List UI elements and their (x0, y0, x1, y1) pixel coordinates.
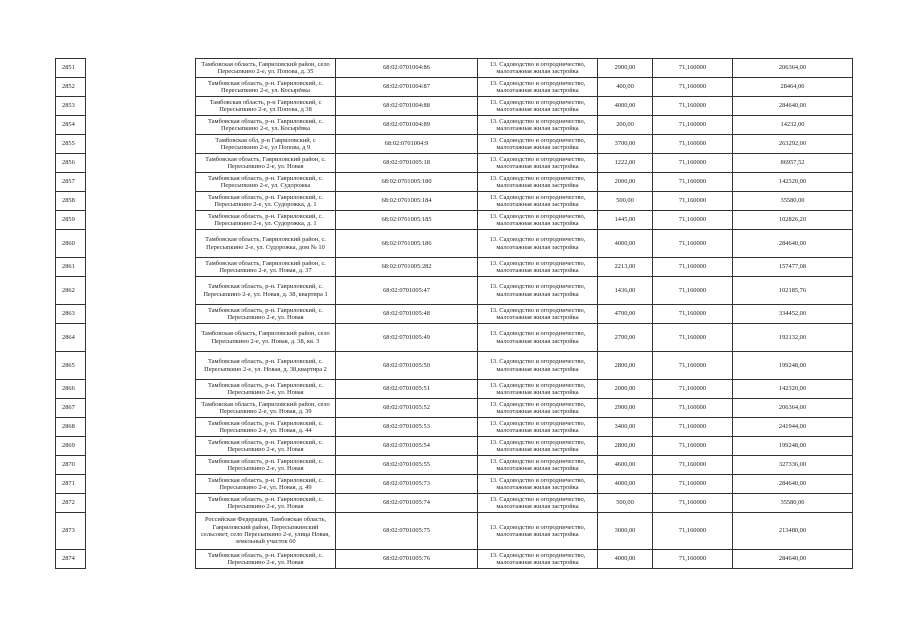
table-body (56, 59, 853, 569)
address-cell: Тамбовская область, Гавриловский район, село Пересыпкино 2-е, ул. Новая, д. 39 (196, 399, 336, 418)
land-use-cell: 13. Садоводство и огородничество, малоэтажная жилая застройка (478, 550, 598, 569)
address-cell: Тамбовская область, р-н. Гавриловский, с. Пересыпкино 2-е, ул. Новая, д. 49 (196, 475, 336, 494)
table-row (56, 324, 853, 352)
table-row (56, 230, 853, 258)
area-cell: 1436,00 (598, 277, 653, 305)
rate-cell: 71,160000 (653, 475, 733, 494)
address-cell: Тамбовская область, Гавриловский район, село Пересыпкино 2-е, ул. Новая, д. 38, кв. 3 (196, 324, 336, 352)
row-number-cell: 2853 (56, 97, 86, 116)
rate-cell: 71,160000 (653, 154, 733, 173)
cadastral-number-cell: 68:02:0701005:180 (336, 173, 478, 192)
rate-cell: 71,160000 (653, 173, 733, 192)
area-cell: 3000,00 (598, 513, 653, 550)
cadastral-value-cell: 199248,00 (733, 437, 853, 456)
land-use-cell: 13. Садоводство и огородничество, малоэтажная жилая застройка (478, 437, 598, 456)
cadastral-number-cell: 68:02:0701005:55 (336, 456, 478, 475)
area-cell: 2900,00 (598, 399, 653, 418)
table-row (56, 456, 853, 475)
table-row (56, 550, 853, 569)
cadastral-number-cell: 68:02:0701004:87 (336, 78, 478, 97)
cadastral-number-cell: 68:02:0701005:50 (336, 352, 478, 380)
land-use-cell: 13. Садоводство и огородничество, малоэтажная жилая застройка (478, 154, 598, 173)
rate-cell: 71,160000 (653, 399, 733, 418)
cadastral-value-cell: 35580,00 (733, 494, 853, 513)
land-use-cell: 13. Садоводство и огородничество, малоэтажная жилая застройка (478, 456, 598, 475)
spacer-cell (86, 305, 196, 324)
table-row (56, 437, 853, 456)
row-number-cell: 2863 (56, 305, 86, 324)
rate-cell: 71,160000 (653, 97, 733, 116)
spacer-cell (86, 399, 196, 418)
land-use-cell: 13. Садоводство и огородничество, малоэтажная жилая застройка (478, 59, 598, 78)
table-row (56, 475, 853, 494)
cadastral-value-cell: 284640,00 (733, 97, 853, 116)
cadastral-number-cell: 68:02:0701004:9 (336, 135, 478, 154)
cadastral-number-cell: 68:02:0701005:73 (336, 475, 478, 494)
table-row (56, 59, 853, 78)
address-cell: Тамбовская область, Гавриловский район, село Пересыпкино 2-е, ул. Попова, д. 35 (196, 59, 336, 78)
cadastral-number-cell: 68:02:0701005:18 (336, 154, 478, 173)
cadastral-value-cell: 206364,00 (733, 399, 853, 418)
rate-cell: 71,160000 (653, 494, 733, 513)
cadastral-number-cell: 68:02:0701005:74 (336, 494, 478, 513)
cadastral-number-cell: 68:02:0701004:88 (336, 97, 478, 116)
area-cell: 200,00 (598, 116, 653, 135)
area-cell: 4000,00 (598, 550, 653, 569)
cadastral-number-cell: 68:02:0701004:89 (336, 116, 478, 135)
cadastral-value-cell: 102185,76 (733, 277, 853, 305)
row-number-cell: 2870 (56, 456, 86, 475)
row-number-cell: 2866 (56, 380, 86, 399)
table-row (56, 305, 853, 324)
rate-cell: 71,160000 (653, 418, 733, 437)
address-cell: Тамбовская область, р-н. Гавриловский, с. Пересыпкино 2-е, ул. Судорожка, д. 1 (196, 192, 336, 211)
area-cell: 500,00 (598, 192, 653, 211)
land-use-cell: 13. Садоводство и огородничество, малоэтажная жилая застройка (478, 380, 598, 399)
rate-cell: 71,160000 (653, 116, 733, 135)
row-number-cell: 2857 (56, 173, 86, 192)
row-number-cell: 2851 (56, 59, 86, 78)
row-number-cell: 2852 (56, 78, 86, 97)
spacer-cell (86, 380, 196, 399)
row-number-cell: 2864 (56, 324, 86, 352)
land-use-cell: 13. Садоводство и огородничество, малоэтажная жилая застройка (478, 230, 598, 258)
land-use-cell: 13. Садоводство и огородничество, малоэтажная жилая застройка (478, 418, 598, 437)
cadastral-number-cell: 68:02:0701004:86 (336, 59, 478, 78)
land-use-cell: 13. Садоводство и огородничество, малоэтажная жилая застройка (478, 116, 598, 135)
rate-cell: 71,160000 (653, 277, 733, 305)
land-use-cell: 13. Садоводство и огородничество, малоэтажная жилая застройка (478, 135, 598, 154)
land-use-cell: 13. Садоводство и огородничество, малоэтажная жилая застройка (478, 305, 598, 324)
table-row (56, 78, 853, 97)
spacer-cell (86, 494, 196, 513)
rate-cell: 71,160000 (653, 324, 733, 352)
row-number-cell: 2861 (56, 258, 86, 277)
table-row (56, 380, 853, 399)
rate-cell: 71,160000 (653, 352, 733, 380)
cadastral-value-cell: 334452,00 (733, 305, 853, 324)
rate-cell: 71,160000 (653, 78, 733, 97)
spacer-cell (86, 437, 196, 456)
land-use-cell: 13. Садоводство и огородничество, малоэтажная жилая застройка (478, 475, 598, 494)
cadastral-number-cell: 68:02:0701005:48 (336, 305, 478, 324)
area-cell: 2700,00 (598, 324, 653, 352)
address-cell: Тамбовская область, р-н. Гавриловский, с. Пересыпкино 2-е, ул. Косырёвка (196, 116, 336, 135)
row-number-cell: 2871 (56, 475, 86, 494)
rate-cell: 71,160000 (653, 456, 733, 475)
area-cell: 1445,00 (598, 211, 653, 230)
cadastral-value-cell: 241944,00 (733, 418, 853, 437)
row-number-cell: 2874 (56, 550, 86, 569)
address-cell: Тамбовская область, р-н. Гавриловский, с. Пересыпкино 2-е, ул. Судорожка (196, 173, 336, 192)
cadastral-number-cell: 68:02:0701005:186 (336, 230, 478, 258)
land-use-cell: 13. Садоводство и огородничество, малоэтажная жилая застройка (478, 97, 598, 116)
spacer-cell (86, 550, 196, 569)
rate-cell: 71,160000 (653, 513, 733, 550)
cadastral-value-cell: 284640,00 (733, 475, 853, 494)
cadastral-value-cell: 263292,00 (733, 135, 853, 154)
spacer-cell (86, 192, 196, 211)
spacer-cell (86, 211, 196, 230)
address-cell: Тамбовская область, Гавриловский район, с. Пересыпкино 2-е, ул. Новая (196, 154, 336, 173)
row-number-cell: 2862 (56, 277, 86, 305)
address-cell: Тамбовская область, р-н. Гавриловский, с. Пересыпкино 2-е, ул. Новая (196, 456, 336, 475)
row-number-cell: 2855 (56, 135, 86, 154)
area-cell: 4600,00 (598, 456, 653, 475)
area-cell: 2000,00 (598, 173, 653, 192)
rate-cell: 71,160000 (653, 258, 733, 277)
spacer-cell (86, 78, 196, 97)
land-use-cell: 13. Садоводство и огородничество, малоэтажная жилая застройка (478, 258, 598, 277)
table-row (56, 192, 853, 211)
address-cell: Тамбовская область, р-н. Гавриловский, с. Пересыпкино 2-е, ул. Судорожка, д. 1 (196, 211, 336, 230)
area-cell: 4000,00 (598, 97, 653, 116)
cadastral-number-cell: 68:02:0701005:52 (336, 399, 478, 418)
spacer-cell (86, 116, 196, 135)
area-cell: 2000,00 (598, 380, 653, 399)
address-cell: Тамбовская область, р-н. Гавриловский, с. Пересыпкино 2-е, ул. Новая, д. 44 (196, 418, 336, 437)
address-cell: Тамбовская область, р-н. Гавриловский, с. Пересыпкино 2-е, ул. Новая (196, 550, 336, 569)
address-cell: Тамбовская область, р-н. Гавриловский, с. Пересыпкино 2-е, ул. Новая, д. 38,квартира 2 (196, 352, 336, 380)
cadastral-value-cell: 327336,00 (733, 456, 853, 475)
spacer-cell (86, 513, 196, 550)
rate-cell: 71,160000 (653, 192, 733, 211)
row-number-cell: 2873 (56, 513, 86, 550)
area-cell: 2800,00 (598, 437, 653, 456)
rate-cell: 71,160000 (653, 380, 733, 399)
address-cell: Тамбовская область, р-н. Гавриловский, с. Пересыпкино 2-е, ул. Новая (196, 305, 336, 324)
area-cell: 4000,00 (598, 475, 653, 494)
spacer-cell (86, 277, 196, 305)
table-row (56, 494, 853, 513)
address-cell: Российская Федерация, Тамбовская область, Гавриловский район, Пересыпкинский сельсовет, село Пересыпкино 2-е, улица Новая, земельный участок 60 (196, 513, 336, 550)
area-cell: 500,00 (598, 494, 653, 513)
cadastral-number-cell: 68:02:0701005:282 (336, 258, 478, 277)
spacer-cell (86, 173, 196, 192)
spacer-cell (86, 135, 196, 154)
address-cell: Тамбовская область, Гавриловский район, с. Пересыпкино 2-е, ул. Новая, д. 37 (196, 258, 336, 277)
table-row (56, 277, 853, 305)
land-use-cell: 13. Садоводство и огородничество, малоэтажная жилая застройка (478, 399, 598, 418)
spacer-cell (86, 154, 196, 173)
land-use-cell: 13. Садоводство и огородничество, малоэтажная жилая застройка (478, 324, 598, 352)
cadastral-number-cell: 68:02:0701005:76 (336, 550, 478, 569)
land-use-cell: 13. Садоводство и огородничество, малоэтажная жилая застройка (478, 173, 598, 192)
cadastral-value-cell: 157477,08 (733, 258, 853, 277)
area-cell: 400,00 (598, 78, 653, 97)
cadastral-value-cell: 284640,00 (733, 230, 853, 258)
cadastral-value-cell: 86957,52 (733, 154, 853, 173)
rate-cell: 71,160000 (653, 550, 733, 569)
cadastral-value-cell: 28464,00 (733, 78, 853, 97)
address-cell: Тамбовская область, р-н. Гавриловский, с. Пересыпкино 2-е, ул. Новая (196, 380, 336, 399)
cadastral-number-cell: 68:02:0701005:49 (336, 324, 478, 352)
cadastral-number-cell: 68:02:0701005:184 (336, 192, 478, 211)
land-use-cell: 13. Садоводство и огородничество, малоэтажная жилая застройка (478, 277, 598, 305)
rate-cell: 71,160000 (653, 135, 733, 154)
cadastral-number-cell: 68:02:0701005:47 (336, 277, 478, 305)
spacer-cell (86, 258, 196, 277)
land-use-cell: 13. Садоводство и огородничество, малоэтажная жилая застройка (478, 513, 598, 550)
table-row (56, 513, 853, 550)
land-use-cell: 13. Садоводство и огородничество, малоэтажная жилая застройка (478, 494, 598, 513)
area-cell: 2900,00 (598, 59, 653, 78)
rate-cell: 71,160000 (653, 211, 733, 230)
table-row (56, 418, 853, 437)
row-number-cell: 2867 (56, 399, 86, 418)
row-number-cell: 2860 (56, 230, 86, 258)
land-use-cell: 13. Садоводство и огородничество, малоэтажная жилая застройка (478, 78, 598, 97)
table-row (56, 399, 853, 418)
cadastral-value-cell: 199248,00 (733, 352, 853, 380)
table-row (56, 135, 853, 154)
cadastral-number-cell: 68:02:0701005:51 (336, 380, 478, 399)
area-cell: 2213,00 (598, 258, 653, 277)
area-cell: 4700,00 (598, 305, 653, 324)
cadastral-value-cell: 192132,00 (733, 324, 853, 352)
row-number-cell: 2872 (56, 494, 86, 513)
area-cell: 3700,00 (598, 135, 653, 154)
table-row (56, 154, 853, 173)
spacer-cell (86, 352, 196, 380)
rate-cell: 71,160000 (653, 230, 733, 258)
cadastral-number-cell: 68:02:0701005:75 (336, 513, 478, 550)
row-number-cell: 2869 (56, 437, 86, 456)
area-cell: 3400,00 (598, 418, 653, 437)
cadastral-value-cell: 213480,00 (733, 513, 853, 550)
address-cell: Тамбовская область, р-н. Гавриловский, с. Пересыпкино 2-е, ул. Новая (196, 437, 336, 456)
cadastral-value-cell: 284640,00 (733, 550, 853, 569)
table-row (56, 116, 853, 135)
land-registry-table (55, 58, 853, 569)
cadastral-value-cell: 35580,00 (733, 192, 853, 211)
spacer-cell (86, 475, 196, 494)
rate-cell: 71,160000 (653, 59, 733, 78)
spacer-cell (86, 230, 196, 258)
address-cell: Тамбовская область, Гавриловский район, с. Пересыпкино 2-е, ул. Судорожка, дом № 10 (196, 230, 336, 258)
table-row (56, 211, 853, 230)
table-row (56, 352, 853, 380)
area-cell: 1222,00 (598, 154, 653, 173)
rate-cell: 71,160000 (653, 305, 733, 324)
land-use-cell: 13. Садоводство и огородничество, малоэтажная жилая застройка (478, 352, 598, 380)
cadastral-value-cell: 102826,20 (733, 211, 853, 230)
address-cell: Тамбовская область, р-н. Гавриловский, с. Пересыпкино 2-е, ул. Новая (196, 494, 336, 513)
cadastral-value-cell: 142320,00 (733, 380, 853, 399)
cadastral-value-cell: 14232,00 (733, 116, 853, 135)
table-row (56, 97, 853, 116)
spacer-cell (86, 97, 196, 116)
land-use-cell: 13. Садоводство и огородничество, малоэтажная жилая застройка (478, 211, 598, 230)
spacer-cell (86, 456, 196, 475)
table-row (56, 173, 853, 192)
cadastral-value-cell: 142320,00 (733, 173, 853, 192)
address-cell: Тамбовская область, р-н Гавриловский, с Пересыпкино 2-е, ул Попова, д 38 (196, 97, 336, 116)
address-cell: Тамбовская область, р-н. Гавриловский, с. Пересыпкино 2-е, ул. Новая, д. 38, квартира 1 (196, 277, 336, 305)
address-cell: Тамбовская область, р-н. Гавриловский, с. Пересыпкино 2-е, ул. Косырёвка (196, 78, 336, 97)
rate-cell: 71,160000 (653, 437, 733, 456)
cadastral-number-cell: 68:02:0701005:53 (336, 418, 478, 437)
row-number-cell: 2858 (56, 192, 86, 211)
row-number-cell: 2856 (56, 154, 86, 173)
area-cell: 4000,00 (598, 230, 653, 258)
address-cell: Тамбовская обл, р-н Гавриловский, с Пересыпкино 2-е, ул Попова, д 9 (196, 135, 336, 154)
table-row (56, 258, 853, 277)
cadastral-value-cell: 206364,00 (733, 59, 853, 78)
cadastral-number-cell: 68:02:0701005:185 (336, 211, 478, 230)
spacer-cell (86, 59, 196, 78)
row-number-cell: 2859 (56, 211, 86, 230)
row-number-cell: 2868 (56, 418, 86, 437)
row-number-cell: 2854 (56, 116, 86, 135)
area-cell: 2800,00 (598, 352, 653, 380)
spacer-cell (86, 324, 196, 352)
land-use-cell: 13. Садоводство и огородничество, малоэтажная жилая застройка (478, 192, 598, 211)
cadastral-number-cell: 68:02:0701005:54 (336, 437, 478, 456)
spacer-cell (86, 418, 196, 437)
row-number-cell: 2865 (56, 352, 86, 380)
